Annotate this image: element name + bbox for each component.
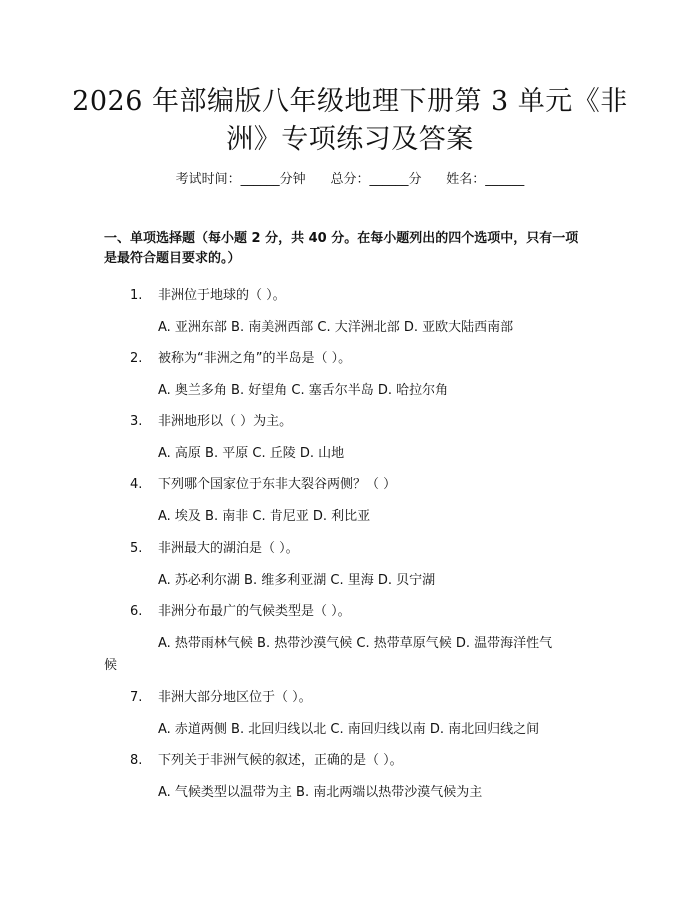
question-8 [130,749,590,768]
question-number: 3. [130,414,143,429]
question-number: 7. [130,690,143,705]
question-number: 8. [130,753,143,768]
question-4-options: A. 埃及 B. 南非 C. 肯尼亚 D. 利比亚 [158,509,371,524]
question-1 [130,284,590,303]
section-heading-line-1: 一、单项选择题（每小题 2 分，共 40 分。在每小题列出的四个选项中，只有一项 [104,231,579,246]
question-3-options: A. 高原 B. 平原 C. 丘陵 D. 山地 [158,446,345,461]
question-6-options-continued: 候 [104,658,118,673]
question-7-options: A. 赤道两侧 B. 北回归线以北 C. 南回归线以南 D. 南北回归线之间 [158,722,540,737]
question-text: 被称为“非洲之角”的半岛是（ ）。 [158,351,352,366]
question-text: 非洲位于地球的（ ）。 [158,288,286,303]
question-2 [130,347,590,366]
exam-meta [0,168,700,187]
question-3 [130,410,590,429]
question-1-options: A. 亚洲东部 B. 南美洲西部 C. 大洋洲北部 D. 亚欧大陆西南部 [158,320,514,335]
question-number: 2. [130,351,143,366]
question-number: 5. [130,541,143,556]
question-4 [130,473,590,492]
question-5-options: A. 苏必利尔湖 B. 维多利亚湖 C. 里海 D. 贝宁湖 [158,573,436,588]
question-number: 6. [130,604,143,619]
question-text: 非洲分布最广的气候类型是（ ）。 [158,604,351,619]
question-text: 非洲最大的湖泊是（ ）。 [158,541,299,556]
document-title-line-2: 洲》专项练习及答案 [226,124,474,155]
question-text: 下列关于非洲气候的叙述，正确的是（ ）。 [158,753,403,768]
name-label: 姓名：______ [446,172,525,187]
question-number: 4. [130,477,143,492]
document-title-line-1: 2026 年部编版八年级地理下册第 3 单元《非 [72,86,628,117]
question-5 [130,537,590,556]
section-heading-line-2: 是最符合题目要求的。） [104,251,241,266]
question-text: 非洲大部分地区位于（ ）。 [158,690,312,705]
question-7 [130,686,590,705]
total-score-label: 总分：______分 [330,172,422,187]
question-number: 1. [130,288,143,303]
exam-time-label: 考试时间：______分钟 [175,172,306,187]
question-6 [130,600,590,619]
question-6-options: A. 热带雨林气候 B. 热带沙漠气候 C. 热带草原气候 D. 温带海洋性气 [158,636,553,651]
question-2-options: A. 奥兰多角 B. 好望角 C. 塞舌尔半岛 D. 哈拉尔角 [158,383,449,398]
question-text: 非洲地形以（ ）为主。 [158,414,293,429]
question-8-options: A. 气候类型以温带为主 B. 南北两端以热带沙漠气候为主 [158,785,483,800]
question-text: 下列哪个国家位于东非大裂谷两侧？（ ） [158,477,397,492]
